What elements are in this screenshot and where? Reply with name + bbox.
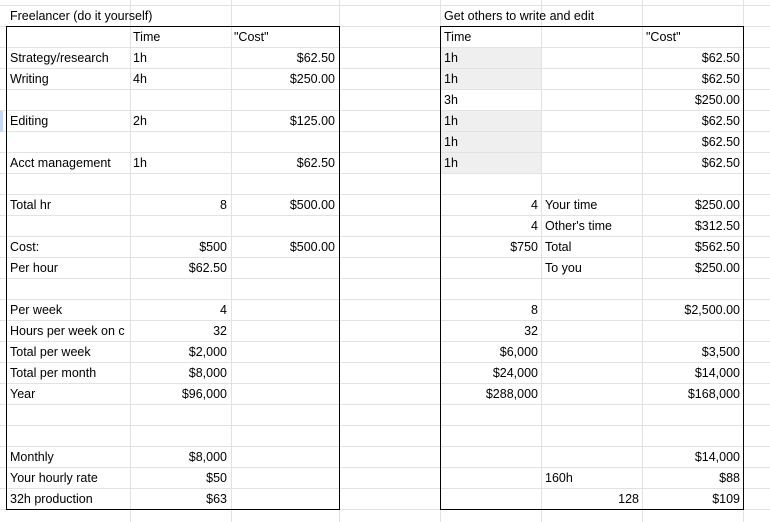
time-cell[interactable]: 4h [133, 72, 147, 86]
cost-cell[interactable]: $109 [712, 492, 740, 506]
time-cell[interactable]: 3h [444, 93, 458, 107]
row-selection-marker [0, 111, 3, 132]
row-label[interactable]: Year [10, 387, 36, 401]
cost-cell[interactable]: $62.50 [701, 51, 740, 65]
value-cell[interactable]: $62.50 [188, 261, 227, 275]
time-cell[interactable]: 1h [444, 156, 458, 170]
summary-number[interactable]: $750 [510, 240, 538, 254]
row-label[interactable]: Your hourly rate [10, 471, 98, 485]
row-label[interactable]: Strategy/research [10, 51, 109, 65]
value-cell[interactable]: 8 [220, 198, 227, 212]
value-cell[interactable]: $50 [206, 471, 227, 485]
row-label[interactable]: Total per month [10, 366, 97, 380]
cost-header[interactable]: "Cost" [646, 30, 681, 44]
outsource-title[interactable]: Get others to write and edit [444, 9, 595, 23]
time-header[interactable]: Time [444, 30, 472, 44]
cost-cell[interactable]: $562.50 [694, 240, 740, 254]
cost-cell[interactable]: $3,500 [701, 345, 740, 359]
time-cell[interactable]: 2h [133, 114, 147, 128]
cost-cell[interactable]: $168,000 [687, 387, 740, 401]
value-cell[interactable]: $500 [199, 240, 227, 254]
cost-cell[interactable]: $62.50 [296, 51, 335, 65]
time-cell[interactable]: 1h [444, 114, 458, 128]
row-label[interactable]: Per hour [10, 261, 58, 275]
value-cell[interactable]: $8,000 [188, 366, 227, 380]
row-label[interactable]: Total hr [10, 198, 51, 212]
cost-cell[interactable]: $500.00 [289, 198, 335, 212]
cost-cell[interactable]: $500.00 [289, 240, 335, 254]
time-cell[interactable]: 1h [444, 51, 458, 65]
time-cell[interactable]: 1h [133, 156, 147, 170]
weekly-number[interactable]: 32 [524, 324, 538, 338]
cost-cell[interactable]: $62.50 [701, 156, 740, 170]
time-cell[interactable]: 1h [133, 51, 147, 65]
freelancer-title[interactable]: Freelancer (do it yourself) [10, 9, 153, 23]
cost-cell[interactable]: $62.50 [701, 114, 740, 128]
summary-label[interactable]: Total [545, 240, 572, 254]
cost-cell[interactable]: $62.50 [296, 156, 335, 170]
value-cell[interactable]: $2,000 [188, 345, 227, 359]
cost-cell[interactable]: $250.00 [694, 93, 740, 107]
value-cell[interactable]: 4 [220, 303, 227, 317]
cost-cell[interactable]: $14,000 [694, 450, 740, 464]
cost-header[interactable]: "Cost" [234, 30, 269, 44]
weekly-number[interactable]: 8 [531, 303, 538, 317]
summary-number[interactable]: 4 [531, 219, 538, 233]
summary-label[interactable]: To you [545, 261, 582, 275]
row-label[interactable]: Editing [10, 114, 49, 128]
summary-number[interactable]: 4 [531, 198, 538, 212]
row-label[interactable]: 32h production [10, 492, 93, 506]
cost-cell[interactable]: $250.00 [694, 261, 740, 275]
value-cell[interactable]: $63 [206, 492, 227, 506]
cost-cell[interactable]: $125.00 [289, 114, 335, 128]
row-label[interactable]: Acct management [10, 156, 111, 170]
cost-cell[interactable]: $14,000 [694, 366, 740, 380]
value-cell[interactable]: $96,000 [181, 387, 227, 401]
row-label[interactable]: Hours per week on c [10, 324, 125, 338]
cost-cell[interactable]: $250.00 [694, 198, 740, 212]
cost-cell[interactable]: $88 [719, 471, 740, 485]
row-label[interactable]: Monthly [10, 450, 54, 464]
cost-cell[interactable]: $62.50 [701, 135, 740, 149]
cost-cell[interactable]: $62.50 [701, 72, 740, 86]
summary-label[interactable]: Your time [545, 198, 598, 212]
summary-label[interactable]: Other's time [545, 219, 612, 233]
weekly-number[interactable]: $24,000 [492, 366, 538, 380]
time-cell[interactable]: 1h [444, 135, 458, 149]
row-label[interactable]: Per week [10, 303, 63, 317]
hours-cell[interactable]: 160h [545, 471, 573, 485]
weekly-number[interactable]: $288,000 [485, 387, 538, 401]
row-label[interactable]: Writing [10, 72, 49, 86]
weekly-number[interactable]: $6,000 [499, 345, 538, 359]
row-label[interactable]: Cost: [10, 240, 40, 254]
time-cell[interactable]: 1h [444, 72, 458, 86]
value-cell[interactable]: $8,000 [188, 450, 227, 464]
hours-cell[interactable]: 128 [618, 492, 639, 506]
cost-cell[interactable]: $2,500.00 [684, 303, 740, 317]
cost-cell[interactable]: $312.50 [694, 219, 740, 233]
value-cell[interactable]: 32 [213, 324, 227, 338]
row-label[interactable]: Total per week [10, 345, 91, 359]
time-header[interactable]: Time [133, 30, 161, 44]
cost-cell[interactable]: $250.00 [289, 72, 335, 86]
